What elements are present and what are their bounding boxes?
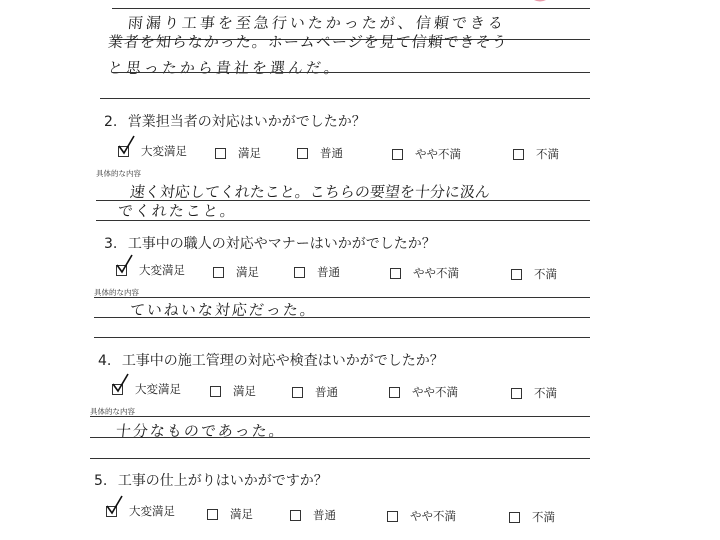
handwritten-answer-line: 速く対応してくれたこと。こちらの要望を十分に汲ん bbox=[129, 183, 491, 201]
detail-label: 具体的な内容 bbox=[90, 407, 135, 416]
option-slightly-dissatisfied[interactable] bbox=[389, 384, 458, 400]
checkbox[interactable] bbox=[511, 269, 522, 280]
checkbox-checked[interactable] bbox=[116, 265, 127, 276]
option-label: 満足 bbox=[230, 507, 253, 521]
answer-rule bbox=[94, 317, 590, 318]
option-dissatisfied[interactable] bbox=[511, 266, 557, 282]
option-dissatisfied[interactable] bbox=[509, 509, 555, 525]
question-2 bbox=[104, 111, 366, 131]
checkbox[interactable] bbox=[297, 148, 308, 159]
option-neutral[interactable] bbox=[292, 384, 338, 400]
checkbox[interactable] bbox=[513, 149, 524, 160]
option-very-satisfied[interactable] bbox=[118, 143, 187, 159]
checkbox[interactable] bbox=[292, 387, 303, 398]
option-label: 不満 bbox=[534, 267, 557, 281]
option-neutral[interactable] bbox=[294, 264, 340, 280]
checkbox-checked[interactable] bbox=[112, 384, 123, 395]
option-label: 普通 bbox=[320, 146, 343, 160]
option-slightly-dissatisfied[interactable] bbox=[387, 508, 456, 524]
option-label: 大変満足 bbox=[129, 504, 175, 518]
option-label: 不満 bbox=[536, 147, 559, 161]
handwritten-answer-line: 雨漏り工事を至急行いたかったが、信頼できる bbox=[127, 14, 507, 32]
option-label: やや不満 bbox=[413, 266, 459, 280]
checkbox[interactable] bbox=[294, 267, 305, 278]
option-slightly-dissatisfied[interactable] bbox=[390, 265, 459, 281]
question-4 bbox=[98, 350, 444, 370]
check-mark-icon bbox=[114, 254, 136, 276]
answer-rule bbox=[90, 437, 590, 438]
answer-rule bbox=[112, 8, 590, 9]
option-label: 普通 bbox=[317, 265, 340, 279]
option-label: 不満 bbox=[532, 510, 555, 524]
option-satisfied[interactable] bbox=[215, 145, 261, 161]
answer-rule bbox=[90, 416, 590, 417]
option-label: やや不満 bbox=[412, 385, 458, 399]
checkbox[interactable] bbox=[509, 512, 520, 523]
check-mark-icon bbox=[110, 373, 132, 395]
answer-rule bbox=[90, 458, 590, 459]
option-label: 大変満足 bbox=[135, 382, 181, 396]
checkbox[interactable] bbox=[390, 268, 401, 279]
question-text: 営業担当者の対応はいかがでしたか？ bbox=[127, 114, 366, 130]
option-satisfied[interactable] bbox=[213, 264, 259, 280]
question-number: 5. bbox=[94, 473, 108, 489]
stamp-mark bbox=[520, 0, 560, 8]
option-label: 大変満足 bbox=[141, 144, 187, 158]
checkbox-checked[interactable] bbox=[118, 146, 129, 157]
check-mark-icon bbox=[116, 135, 138, 157]
question-text: 工事中の施工管理の対応や検査はいかがでしたか？ bbox=[121, 353, 444, 369]
checkbox[interactable] bbox=[387, 511, 398, 522]
option-neutral[interactable] bbox=[297, 145, 343, 161]
question-number: 4. bbox=[98, 353, 112, 369]
checkbox[interactable] bbox=[213, 267, 224, 278]
checkbox[interactable] bbox=[207, 509, 218, 520]
checkbox[interactable] bbox=[290, 510, 301, 521]
option-slightly-dissatisfied[interactable] bbox=[392, 146, 461, 162]
checkbox-checked[interactable] bbox=[106, 506, 117, 517]
option-dissatisfied[interactable] bbox=[511, 385, 557, 401]
question-text: 工事の仕上がりはいかがですか？ bbox=[117, 473, 328, 489]
option-label: 普通 bbox=[313, 508, 336, 522]
question-5 bbox=[94, 470, 328, 490]
checkbox[interactable] bbox=[389, 387, 400, 398]
handwritten-answer-line: ていねいな対応だった。 bbox=[129, 301, 318, 319]
answer-rule bbox=[112, 72, 590, 73]
detail-label: 具体的な内容 bbox=[96, 169, 141, 178]
question-3 bbox=[104, 233, 436, 253]
checkbox[interactable] bbox=[215, 148, 226, 159]
option-label: 満足 bbox=[233, 384, 256, 398]
option-label: 満足 bbox=[238, 146, 261, 160]
handwritten-answer-line: でくれたこと。 bbox=[117, 202, 238, 220]
answer-rule bbox=[96, 220, 590, 221]
option-label: やや不満 bbox=[410, 509, 456, 523]
option-label: やや不満 bbox=[415, 147, 461, 161]
checkbox[interactable] bbox=[392, 149, 403, 160]
option-neutral[interactable] bbox=[290, 507, 336, 523]
handwritten-answer-line: と思ったから貴社を選んだ。 bbox=[107, 59, 343, 77]
answer-rule bbox=[100, 98, 590, 99]
check-mark-icon bbox=[104, 495, 126, 517]
handwritten-answer-line: 業者を知らなかった。ホームページを見て信頼できそう bbox=[107, 33, 509, 51]
handwritten-answer-line: 十分なものであった。 bbox=[115, 422, 287, 440]
checkbox[interactable] bbox=[511, 388, 522, 399]
option-very-satisfied[interactable] bbox=[116, 262, 185, 278]
option-dissatisfied[interactable] bbox=[513, 146, 559, 162]
detail-label: 具体的な内容 bbox=[94, 288, 139, 297]
answer-rule bbox=[94, 297, 590, 298]
option-satisfied[interactable] bbox=[210, 383, 256, 399]
checkbox[interactable] bbox=[210, 386, 221, 397]
question-number: 2. bbox=[104, 114, 118, 130]
question-text: 工事中の職人の対応やマナーはいかがでしたか？ bbox=[127, 236, 436, 252]
option-label: 大変満足 bbox=[139, 263, 185, 277]
option-label: 満足 bbox=[236, 265, 259, 279]
option-satisfied[interactable] bbox=[207, 506, 253, 522]
option-label: 不満 bbox=[534, 386, 557, 400]
answer-rule bbox=[94, 337, 590, 338]
option-label: 普通 bbox=[315, 385, 338, 399]
option-very-satisfied[interactable] bbox=[106, 503, 175, 519]
question-number: 3. bbox=[104, 236, 118, 252]
option-very-satisfied[interactable] bbox=[112, 381, 181, 397]
